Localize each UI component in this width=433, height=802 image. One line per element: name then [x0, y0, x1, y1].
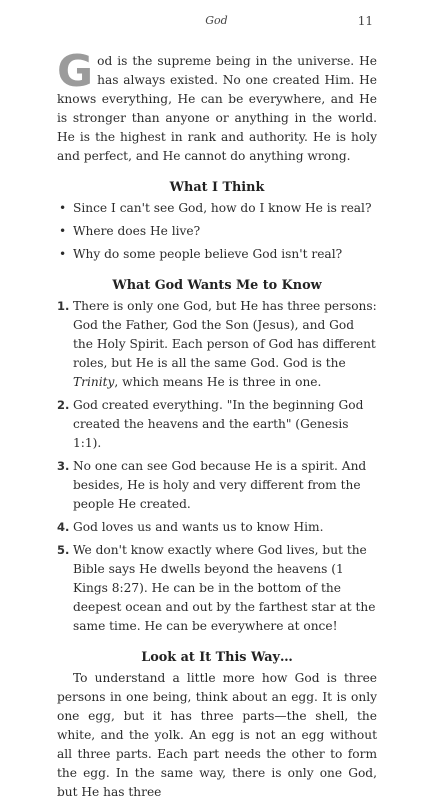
look-at-it-paragraph: To understand a little more how God is three persons in one being, think about an egg. It is only one egg, but it has three parts—the shell, the white, and the yolk. An egg is not an egg without all three parts. Each part needs the other to form the egg. In the same way, there is only one God, but He has three	[57, 671, 377, 799]
page-content	[57, 46, 377, 802]
item-number: 2.	[57, 398, 70, 412]
list-item	[57, 297, 377, 392]
item-number: 4.	[57, 520, 70, 534]
bullet-icon: •	[59, 247, 67, 261]
item-text: , which means He is three in one.	[114, 375, 322, 389]
bullet-icon: •	[59, 224, 67, 238]
wants-me-to-know-heading: What God Wants Me to Know	[112, 278, 322, 293]
item-text: There is only one God, but He has three persons: God the Father, God the Son (Jesus), and God the Holy Spirit. Each person of God has different roles, but He is all the same God. God is the	[73, 299, 377, 370]
list-item	[57, 541, 377, 636]
intro-text: od is the supreme being in the universe. He has always existed. No one created Him. He knows everything, He can be everywhere, and He is stronger than anyone or anything in the world. He is the highest in rank and authority. He is holy and perfect, and He cannot do anything wrong.	[57, 54, 377, 163]
list-item	[57, 222, 377, 241]
item-text: No one can see God because He is a spirit. And besides, He is holy and very different from the people He created.	[73, 459, 367, 511]
list-item	[57, 396, 377, 453]
running-head	[0, 14, 433, 30]
what-i-think-heading: What I Think	[169, 180, 265, 195]
wants-me-to-know-list	[57, 297, 377, 636]
item-number: 1.	[57, 299, 70, 313]
look-at-it-heading: Look at It This Way…	[141, 650, 293, 665]
what-i-think-list	[57, 199, 377, 264]
trinity-term: Trinity	[73, 375, 115, 389]
item-text: God created everything. "In the beginning God created the heavens and the earth" (Genesis 1:1).	[73, 398, 364, 450]
item-text: We don't know exactly where God lives, but the Bible says He dwells beyond the heavens (1 Kings 8:27). He can be in the bottom of the deepest ocean and out by the farthest star at the same time. He can be everywhere at once!	[73, 543, 376, 633]
bullet-icon: •	[59, 201, 67, 215]
item-text: God loves us and wants us to know Him.	[73, 520, 324, 534]
list-item	[57, 457, 377, 514]
running-title: God	[205, 14, 228, 27]
item-number: 5.	[57, 543, 70, 557]
bullet-text: Since I can't see God, how do I know He is real?	[73, 201, 372, 215]
item-number: 3.	[57, 459, 70, 473]
page-number: 11	[357, 14, 373, 28]
bullet-text: Where does He live?	[73, 224, 201, 238]
intro-paragraph	[57, 46, 377, 166]
drop-cap: G	[57, 46, 94, 97]
bullet-text: Why do some people believe God isn't real?	[73, 247, 343, 261]
list-item	[57, 518, 377, 537]
list-item	[57, 245, 377, 264]
list-item	[57, 199, 377, 218]
